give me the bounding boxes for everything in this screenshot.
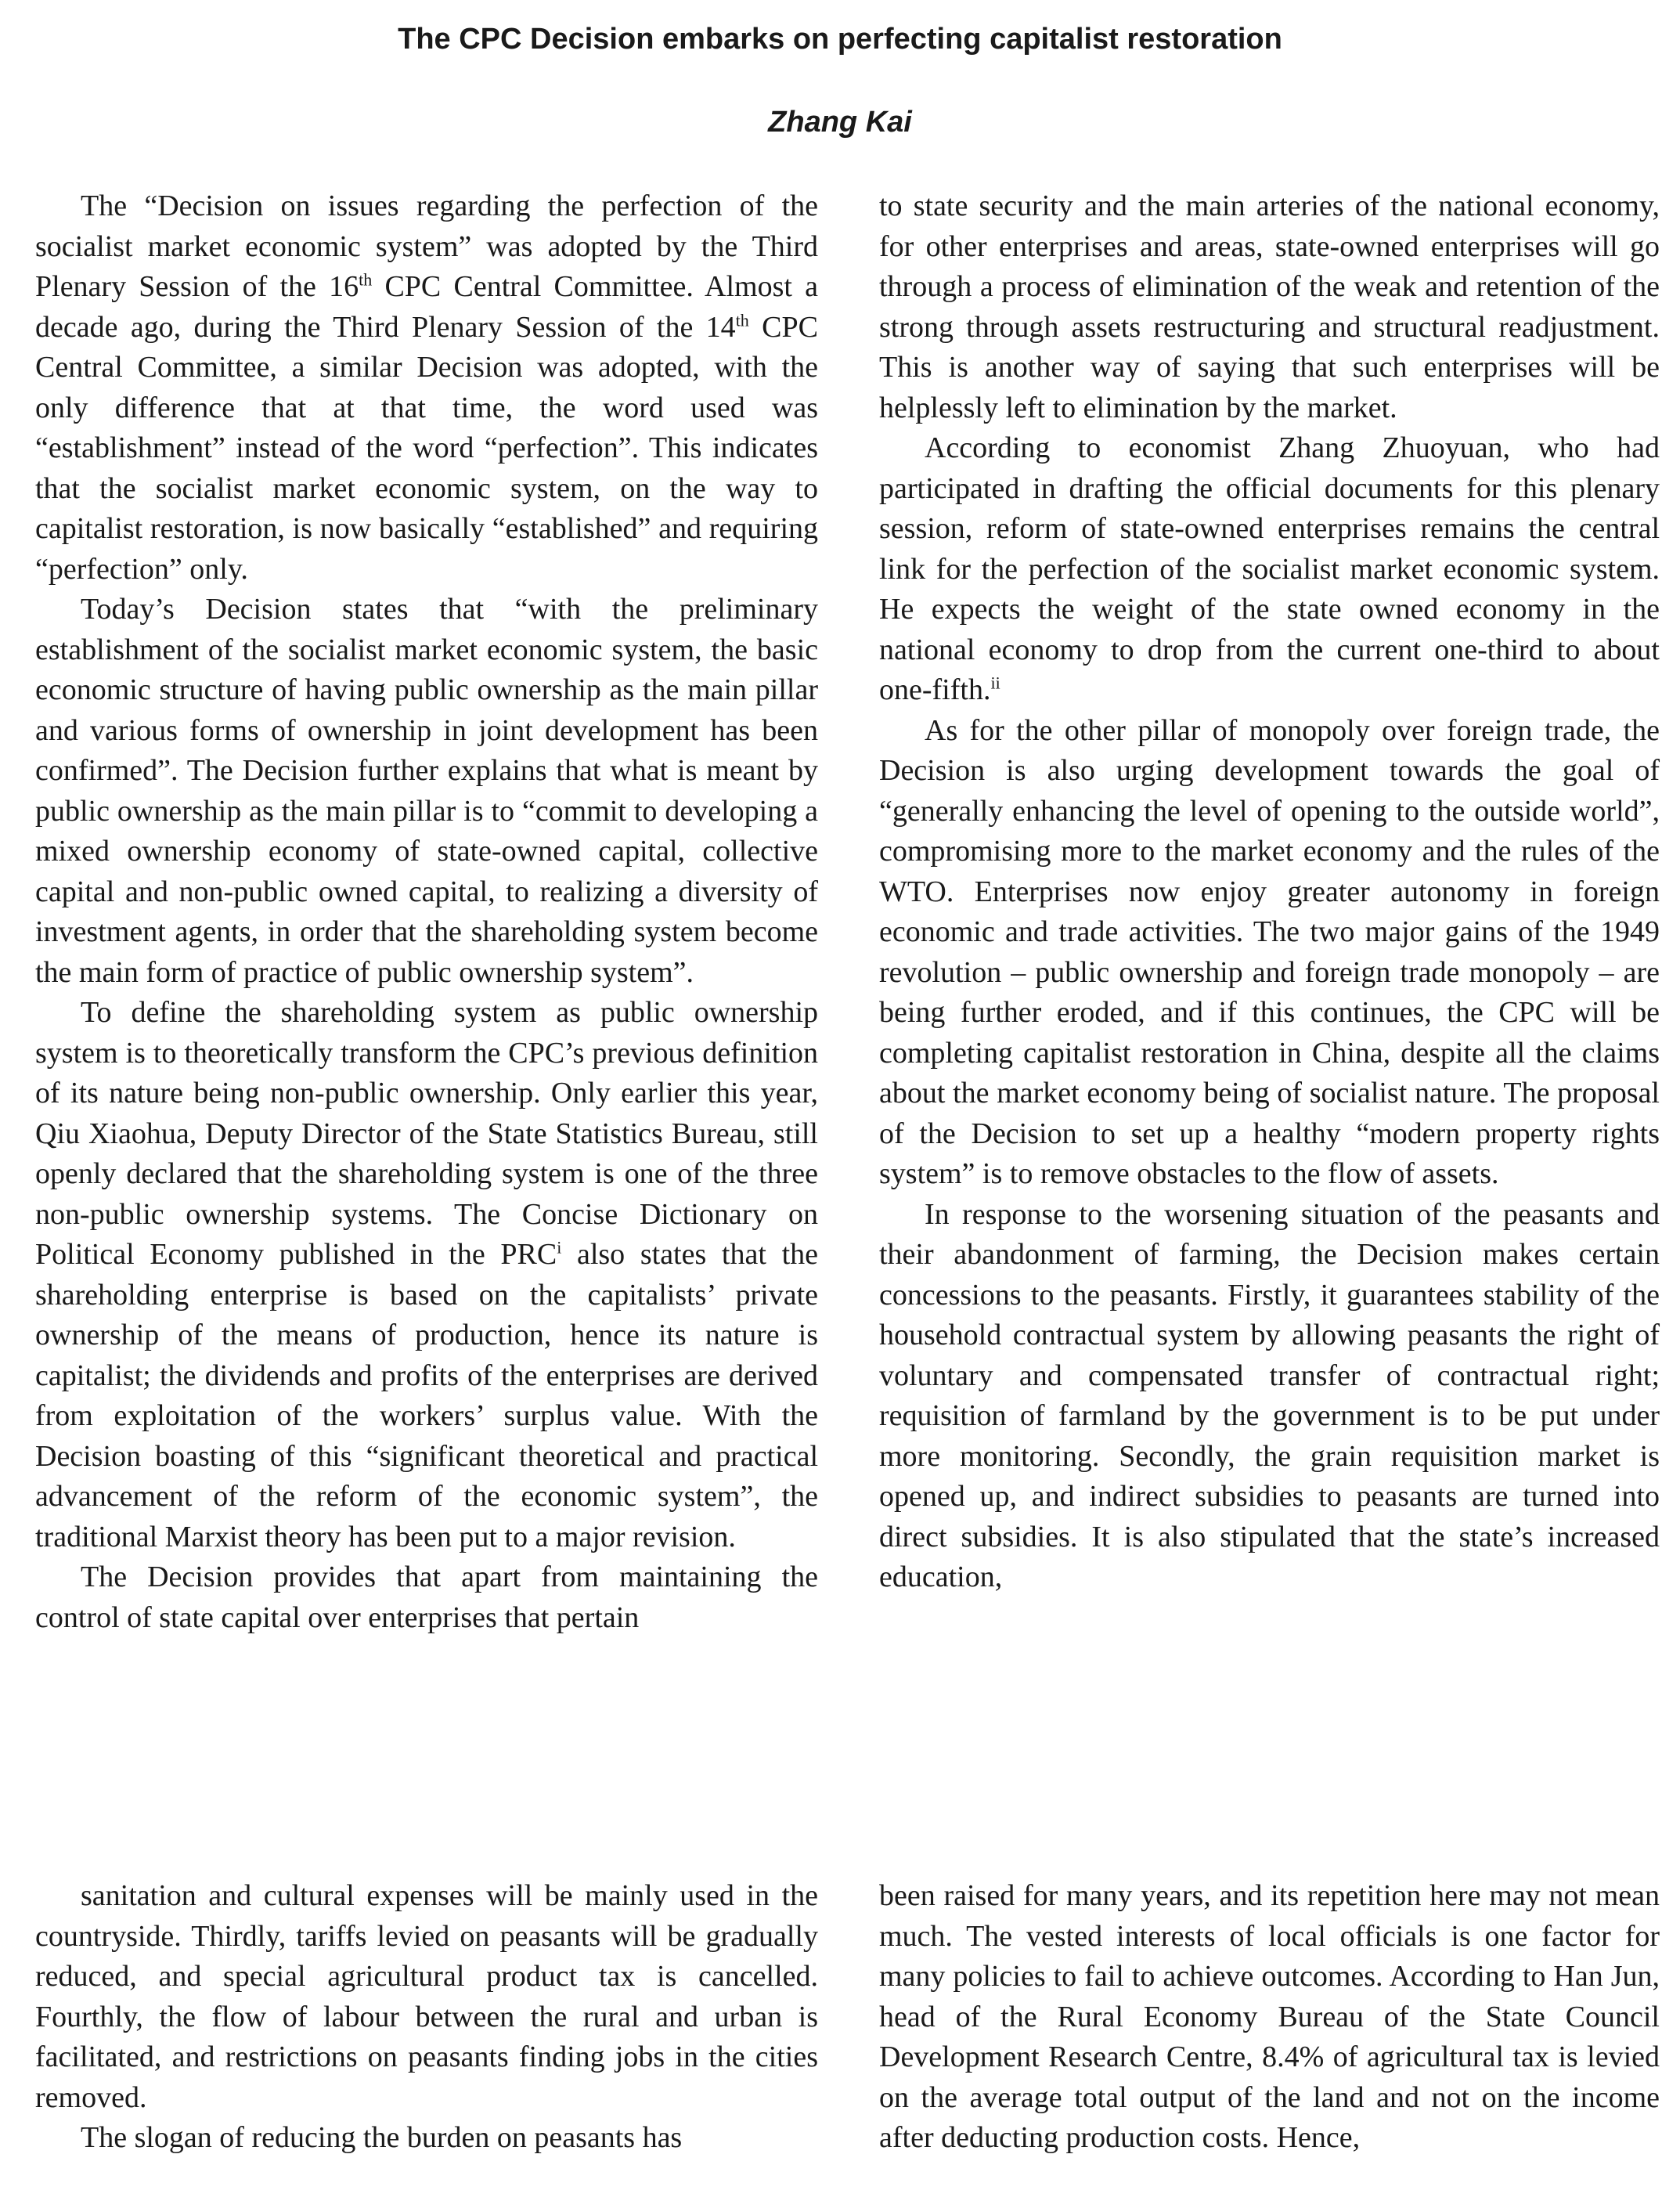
paragraph: The Decision provides that apart from maintaining the control of state capital over enterprises that pertain: [35, 1561, 818, 1634]
right-column-top: [879, 186, 1660, 1598]
footnote-marker: i: [557, 1237, 562, 1257]
paragraph: Today’s Decision states that “with the preliminary establishment of the socialist market economic system, the basic economic structure of having public ownership as the main pillar and various forms of ownership in joint development has been confirmed”. The Decision further explains that what is meant by public ownership as the main pillar is to “commit to developing a mixed ownership economy of state-owned capital, collective capital and non-public owned capital, to realizing a diversity of investment agents, in order that the shareholding system become the main form of practice of public ownership system”.: [35, 593, 818, 989]
paragraph: According to economist Zhang Zhuoyuan, who had participated in drafting the official documents for this plenary session, reform of state-owned enterprises remains the central link for the perfection of the socialist market economic system. He expects the weight of the state owned economy in the national economy to drop from the current one-third to about one-fifth.$^{ii}$: [879, 431, 1660, 706]
left-column-bottom: [35, 1876, 818, 2159]
superscript: th: [359, 269, 373, 290]
paragraph: As for the other pillar of monopoly over foreign trade, the Decision is also urging development towards the goal of “generally enhancing the level of opening to the outside world”, compromising more to the market economy and the rules of the WTO. Enterprises now enjoy greater autonomy in foreign economic and trade activities. The two major gains of the 1949 revolution – public ownership and foreign trade monopoly – are being further eroded, and if this continues, the CPC will be completing capitalist restoration in China, despite all the claims about the market economy being of socialist nature. The proposal of the Decision to set up a healthy “modern property rights system” is to remove obstacles to the flow of assets.: [879, 713, 1660, 1190]
right-column-bottom: [879, 1876, 1660, 2159]
left-column-top: [35, 186, 818, 1638]
footnote-marker: ii: [990, 673, 1000, 693]
paragraph: sanitation and cultural expenses will be mainly used in the countryside. Thirdly, tariffs levied on peasants will be gradually reduced, and special agricultural product tax is cancelled. Fourthly, the flow of labour between the rural and urban is facilitated, and restrictions on peasants finding jobs in the cities removed.: [35, 1879, 818, 2114]
paragraph: to state security and the main arteries of the national economy, for other enterprises and areas, state-owned enterprises will go through a process of elimination of the weak and retention of the strong through assets restructuring and structural readjustment. This is another way of saying that such enterprises will be helplessly left to elimination by the market.: [879, 189, 1660, 424]
article-author: Zhang Kai: [768, 106, 912, 139]
paragraph: In response to the worsening situation of the peasants and their abandonment of farming, the Decision makes certain concessions to the peasants. Firstly, it guarantees stability of the household contractual system by allowing peasants the right of voluntary and compensated transfer of contractual right; requisition of farmland by the government is to be put under more monitoring. Secondly, the grain requisition market is opened up, and indirect subsidies to peasants are turned into direct subsidies. It is also stipulated that the state’s increased education,: [879, 1197, 1660, 1593]
article-title: The CPC Decision embarks on perfecting capitalist restoration: [398, 23, 1282, 56]
superscript: th: [735, 309, 749, 330]
paragraph: To define the shareholding system as public ownership system is to theoretically transform the CPC’s previous definition of its nature being non-public ownership. Only earlier this year, Qiu Xiaohua, Deputy Director of the State Statistics Bureau, still openly declared that the shareholding system is one of the three non-public ownership systems. The Concise Dictionary on Political Economy published in the PRC$^i$ also states that the shareholding enterprise is based on the capitalists’ private ownership of the means of production, hence its nature is capitalist; the dividends and profits of the enterprises are derived from exploitation of the workers’ surplus value. With the Decision boasting of this “significant theoretical and practical advancement of the reform of the economic system”, the traditional Marxist theory has been put to a major revision.: [35, 996, 818, 1553]
paragraph: The “Decision on issues regarding the perfection of the socialist market economic system” was adopted by the Third Plenary Session of the 16th CPC Central Committee. Almost a decade ago, during the Third Plenary Session of the 14th CPC Central Committee, a similar Decision was adopted, with the only difference that at that time, the word used was “establishment” instead of the word “perfection”. This indicates that the socialist market economic system, on the way to capitalist restoration, is now basically “established” and requiring “perfection” only.: [35, 189, 818, 586]
paragraph: been raised for many years, and its repetition here may not mean much. The vested interests of local officials is one factor for many policies to fail to achieve outcomes. According to Han Jun, head of the Rural Economy Bureau of the State Council Development Research Centre, 8.4% of agricultural tax is levied on the average total output of the land and not on the income after deducting production costs. Hence,: [879, 1879, 1660, 2154]
paragraph: The slogan of reducing the burden on peasants has: [81, 2121, 683, 2154]
